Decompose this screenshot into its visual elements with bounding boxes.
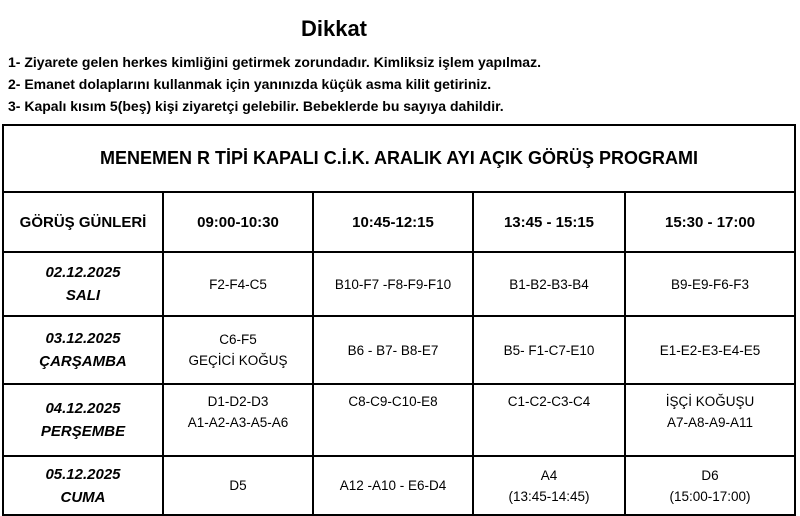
- visit-weekday: CUMA: [60, 488, 106, 506]
- visit-day-cell: [3, 316, 163, 384]
- ward-slot-cell: [625, 456, 795, 515]
- visit-date: 04.12.2025: [45, 400, 121, 417]
- ward-slot-cell: [313, 316, 473, 384]
- ward-slot-cell: [313, 252, 473, 316]
- ward-list: A4: [540, 467, 558, 483]
- ward-slot-cell: [625, 316, 795, 384]
- column-header-slot-3: 13:45 - 15:15: [473, 192, 625, 252]
- visit-schedule-table: [2, 124, 796, 516]
- ward-list: A1-A2-A3-A5-A6: [187, 415, 289, 430]
- ward-list: A7-A8-A9-A11: [667, 415, 754, 430]
- ward-slot-cell: [473, 316, 625, 384]
- visit-date: 05.12.2025: [45, 465, 121, 483]
- ward-list: B9-E9-F6-F3: [671, 276, 750, 292]
- table-row: [3, 316, 795, 384]
- ward-list: B10-F7 -F8-F9-F10: [334, 276, 452, 292]
- schedule-title: MENEMEN R TİPİ KAPALI C.İ.K. ARALIK AYI AÇIK GÖRÜŞ PROGRAMI: [3, 125, 795, 192]
- column-header-days: GÖRÜŞ GÜNLERİ: [3, 192, 163, 252]
- ward-slot-cell: [625, 252, 795, 316]
- visit-weekday: PERŞEMBE: [40, 423, 126, 440]
- ward-list: D5: [229, 478, 247, 493]
- rules-list: [8, 51, 541, 117]
- ward-list: C1-C2-C3-C4: [507, 394, 591, 409]
- ward-list: D1-D2-D3: [207, 394, 269, 409]
- visit-date: 03.12.2025: [45, 330, 121, 347]
- rule-item: 2- Emanet dolaplarını kullanmak için yanınızda küçük asma kilit getiriniz.: [8, 76, 492, 92]
- ward-time-note: (13:45-14:45): [508, 488, 590, 504]
- ward-note: GEÇİCİ KOĞUŞ: [188, 353, 288, 368]
- ward-slot-cell: [163, 252, 313, 316]
- column-header-slot-4: 15:30 - 17:00: [625, 192, 795, 252]
- ward-slot-cell: [473, 384, 625, 456]
- ward-list: A12 -A10 - E6-D4: [339, 478, 447, 493]
- ward-slot-cell: [313, 384, 473, 456]
- ward-slot-cell: [473, 456, 625, 515]
- ward-slot-cell: [313, 456, 473, 515]
- ward-slot-cell: [473, 252, 625, 316]
- visit-day-cell: [3, 456, 163, 515]
- visit-weekday: ÇARŞAMBA: [39, 353, 127, 370]
- rule-item: 3- Kapalı kısım 5(beş) kişi ziyaretçi gelebilir. Bebeklerde bu sayıya dahildir.: [8, 98, 504, 114]
- table-row: [3, 456, 795, 515]
- column-header-slot-1: 09:00-10:30: [163, 192, 313, 252]
- visit-day-cell: [3, 384, 163, 456]
- ward-list: B5- F1-C7-E10: [503, 342, 595, 358]
- ward-list: B6 - B7- B8-E7: [347, 342, 439, 358]
- ward-list: F2-F4-C5: [209, 276, 267, 292]
- ward-list: C8-C9-C10-E8: [348, 394, 438, 409]
- ward-list: C6-F5: [219, 332, 257, 347]
- table-header-row: [3, 192, 795, 252]
- ward-list: D6: [701, 467, 719, 483]
- ward-time-note: (15:00-17:00): [669, 488, 751, 504]
- table-row: [3, 252, 795, 316]
- ward-slot-cell: [163, 316, 313, 384]
- page-title: Dikkat: [300, 16, 368, 41]
- ward-slot-cell: [163, 384, 313, 456]
- column-header-slot-2: 10:45-12:15: [313, 192, 473, 252]
- ward-list: E1-E2-E3-E4-E5: [659, 342, 761, 358]
- ward-slot-cell: [163, 456, 313, 515]
- ward-list: B1-B2-B3-B4: [509, 276, 589, 292]
- visit-weekday: SALI: [65, 287, 101, 304]
- rule-item: 1- Ziyarete gelen herkes kimliğini getirmek zorundadır. Kimliksiz işlem yapılmaz.: [8, 54, 541, 70]
- visit-day-cell: [3, 252, 163, 316]
- table-row: [3, 384, 795, 456]
- visit-date: 02.12.2025: [45, 264, 121, 281]
- ward-note: İŞÇİ KOĞUŞU: [665, 394, 755, 409]
- ward-slot-cell: [625, 384, 795, 456]
